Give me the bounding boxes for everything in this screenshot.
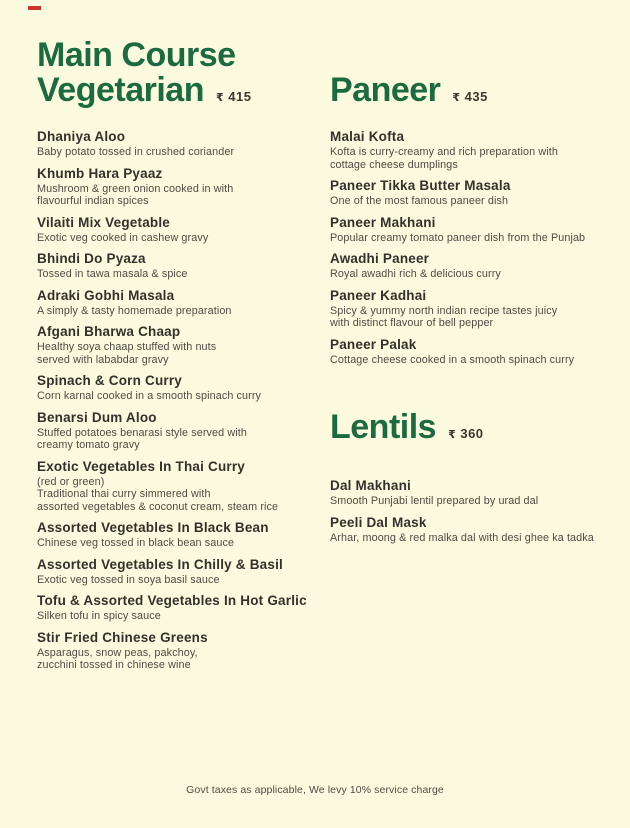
item-name: Vilaiti Mix Vegetable <box>37 214 171 230</box>
item-description-line: with distinct flavour of bell pepper <box>330 317 494 329</box>
rupee-symbol-icon: ₹ <box>215 92 225 104</box>
menu-item <box>330 179 625 208</box>
section-heading-line <box>37 73 325 116</box>
item-description-line: Corn karnal cooked in a smooth spinach curry <box>37 390 262 402</box>
rupee-symbol-icon: ₹ <box>448 429 457 441</box>
item-name: Assorted Vegetables In Black Bean <box>37 520 269 535</box>
section-heading-text: Main Course <box>37 36 236 74</box>
price-amount: 360 <box>456 426 484 441</box>
item-name: Assorted Vegetables In Chilly & Basil <box>37 556 283 572</box>
rupee-symbol-icon: ₹ <box>452 92 461 104</box>
item-description-line: Stuffed potatoes benarasi style served with <box>37 426 247 439</box>
item-description-line: Asparagus, snow peas, pakchoy, <box>37 646 198 659</box>
menu-item <box>37 521 325 550</box>
item-description-line: Spicy & yummy north indian recipe tastes juicy <box>330 304 558 317</box>
menu-item <box>37 289 325 318</box>
menu-item <box>37 216 325 245</box>
menu-item <box>37 558 325 587</box>
menu-item <box>330 216 625 245</box>
red-dash-mark <box>28 6 41 10</box>
menu-item <box>37 325 325 366</box>
item-description-line: Smooth Punjabi lentil prepared by urad dal <box>330 495 539 507</box>
item-name: Paneer Tikka Butter Masala <box>330 178 511 193</box>
item-name: Khumb Hara Pyaaz <box>37 165 163 181</box>
section-heading-text: Lentils <box>330 408 437 446</box>
item-name: Malai Kofta <box>330 129 405 144</box>
item-name: Dhaniya Aloo <box>37 129 126 144</box>
item-name: Awadhi Paneer <box>330 251 430 266</box>
section-heading-text: Paneer <box>330 71 441 109</box>
item-name: Paneer Palak <box>330 336 417 352</box>
menu-item <box>37 411 325 452</box>
footer-note: Govt taxes as applicable, We levy 10% service charge <box>186 784 444 796</box>
item-description-line: Healthy soya chaap stuffed with nuts <box>37 341 217 353</box>
item-name: Peeli Dal Mask <box>330 514 427 530</box>
menu-item <box>330 516 625 545</box>
section-lentils <box>330 410 625 544</box>
menu-item <box>330 252 625 281</box>
item-description-line: Royal awadhi rich & delicious curry <box>330 268 501 280</box>
item-name: Spinach & Corn Curry <box>37 373 183 388</box>
item-description-line: One of the most famous paneer dish <box>330 195 509 207</box>
item-name: Tofu & Assorted Vegetables In Hot Garlic <box>37 593 307 608</box>
item-description-line: Popular creamy tomato paneer dish from the Punjab <box>330 231 586 244</box>
item-description-line: Tossed in tawa masala & spice <box>37 268 188 280</box>
section-heading-line <box>330 410 625 453</box>
item-name: Benarsi Dum Aloo <box>37 409 157 425</box>
item-name: Bhindi Do Pyaza <box>37 251 146 266</box>
item-description-line: flavourful indian spices <box>37 195 149 207</box>
section-heading <box>37 38 325 116</box>
section-items <box>330 479 625 544</box>
item-description-line: Cottage cheese cooked in a smooth spinach curry <box>330 353 575 366</box>
item-name: Exotic Vegetables In Thai Curry <box>37 458 246 474</box>
menu-item <box>330 289 625 330</box>
item-description-line: Exotic veg cooked in cashew gravy <box>37 231 209 244</box>
item-description-line: (red or green) <box>37 475 105 488</box>
item-description-line: zucchini tossed in chinese wine <box>37 659 191 671</box>
section-items <box>330 130 625 366</box>
section-price <box>448 408 483 446</box>
item-name: Stir Fried Chinese Greens <box>37 629 208 645</box>
section-heading-line <box>330 73 625 116</box>
item-description-line: served with lababdar gravy <box>37 353 169 366</box>
section-heading <box>330 73 625 116</box>
item-name: Dal Makhani <box>330 478 411 493</box>
price-amount: 415 <box>224 89 252 104</box>
menu-item <box>37 460 325 514</box>
item-description-line: A simply & tasty homemade preparation <box>37 304 232 317</box>
item-description-line: creamy tomato gravy <box>37 439 140 451</box>
menu-item <box>37 167 325 208</box>
item-name: Paneer Makhani <box>330 214 436 230</box>
item-description-line: assorted vegetables & coconut cream, steam rice <box>37 500 279 513</box>
section-heading-line <box>37 38 325 73</box>
menu-item <box>37 631 325 672</box>
item-description-line: Chinese veg tossed in black bean sauce <box>37 537 235 549</box>
section-heading <box>330 410 625 453</box>
item-description-line: Exotic veg tossed in soya basil sauce <box>37 573 220 586</box>
right-column <box>330 73 625 552</box>
section-heading-text: Vegetarian <box>37 71 204 109</box>
section-items <box>37 130 325 672</box>
item-description-line: Arhar, moong & red malka dal with desi ghee ka tadka <box>330 531 594 544</box>
menu-item <box>330 338 625 367</box>
section-price <box>452 71 487 109</box>
menu-item <box>37 594 325 623</box>
left-column <box>37 38 325 680</box>
item-name: Paneer Kadhai <box>330 287 427 303</box>
item-name: Afgani Bharwa Chaap <box>37 324 181 339</box>
section-price <box>216 71 251 109</box>
item-description-line: Silken tofu in spicy sauce <box>37 610 161 622</box>
item-description-line: cottage cheese dumplings <box>330 158 458 171</box>
section-paneer <box>330 73 625 366</box>
item-name: Adraki Gobhi Masala <box>37 287 175 303</box>
item-description-line: Traditional thai curry simmered with <box>37 488 211 500</box>
section-main-course-vegetarian <box>37 38 325 672</box>
menu-item <box>37 374 325 403</box>
menu-item <box>37 252 325 281</box>
item-description-line: Kofta is curry-creamy and rich preparation with <box>330 146 558 158</box>
price-amount: 435 <box>460 89 488 104</box>
menu-item <box>330 130 625 171</box>
item-description-line: Mushroom & green onion cooked in with <box>37 182 234 195</box>
item-description-line: Baby potato tossed in crushed coriander <box>37 146 235 158</box>
menu-item <box>330 479 625 508</box>
menu-item <box>37 130 325 159</box>
